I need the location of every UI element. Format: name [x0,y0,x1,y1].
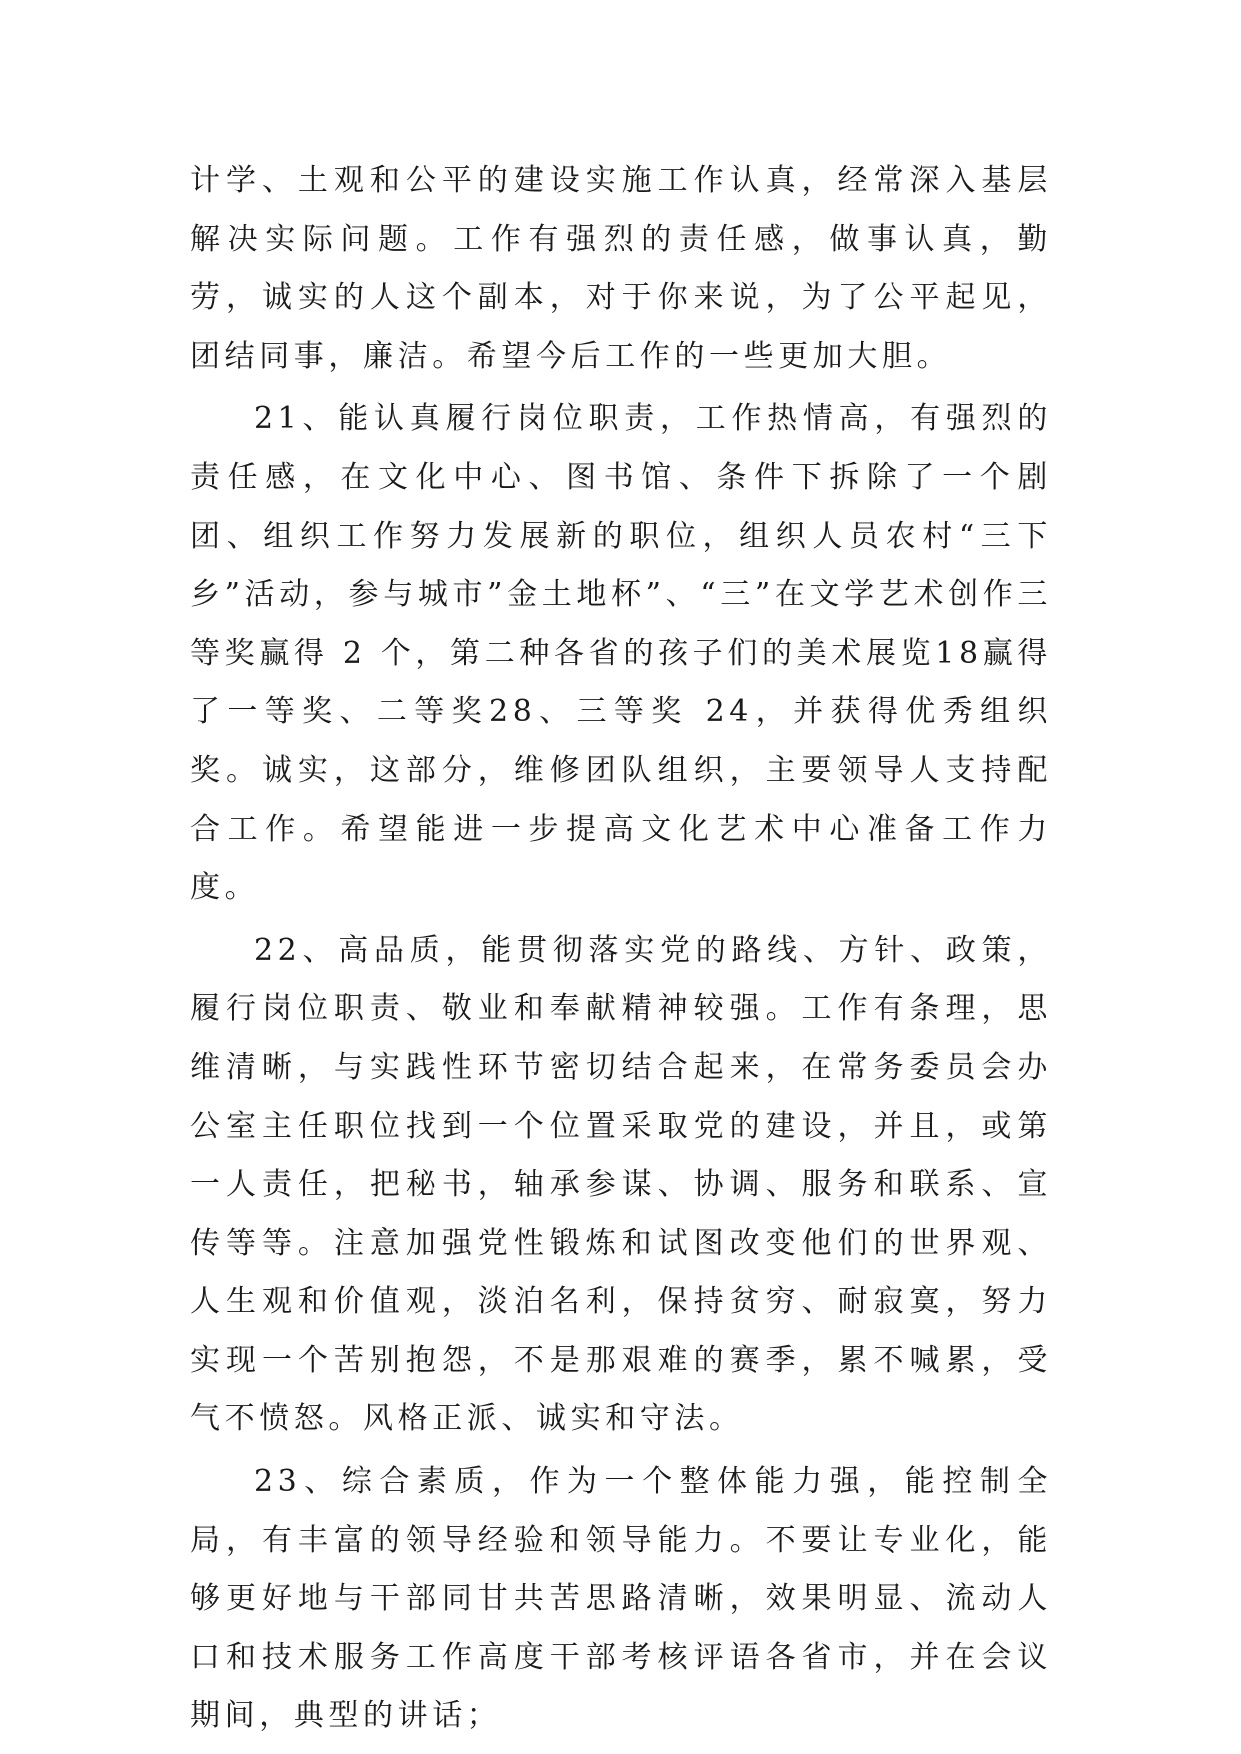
paragraph-item-21: 21、能认真履行岗位职责，工作热情高，有强烈的责任感，在文化中心、图书馆、条件下拆除了一个剧团、组织工作努力发展新的职位，组织人员农村“三下乡”活动，参与城市”金土地杯”、“三”在文学艺术创作三等奖赢得 2 个，第二种各省的孩子们的美术展览18赢得了一等奖、二等奖28、三等奖 24，并获得优秀组织奖。诚实，这部分，维修团队组织，主要领导人支持配合工作。希望能进一步提高文化艺术中心准备工作力度。 [190,401,1052,906]
paragraph-intro-continuation: 计学、土观和公平的建设实施工作认真，经常深入基层解决实际问题。工作有强烈的责任感，做事认真，勤劳，诚实的人这个副本，对于你来说，为了公平起见，团结同事，廉洁。希望今后工作的一些更加大胆。 [190,163,1052,374]
document-body [190,152,1052,1750]
paragraph-item-23: 23、综合素质，作为一个整体能力强，能控制全局，有丰富的领导经验和领导能力。不要让专业化，能够更好地与干部同甘共苦思路清晰，效果明显、流动人口和技术服务工作高度干部考核评语各省市，并在会议期间，典型的讲话； [190,1464,1052,1734]
paragraph-item-22: 22、高品质，能贯彻落实党的路线、方针、政策，履行岗位职责、敬业和奉献精神较强。工作有条理，思维清晰，与实践性环节密切结合起来，在常务委员会办公室主任职位找到一个位置采取党的建设，并且，或第一人责任，把秘书，轴承参谋、协调、服务和联系、宣传等等。注意加强党性锻炼和试图改变他们的世界观、人生观和价值观，淡泊名利，保持贫穷、耐寂寞，努力实现一个苦别抱怨，不是那艰难的赛季，累不喊累，受气不愤怒。风格正派、诚实和守法。 [190,932,1052,1437]
